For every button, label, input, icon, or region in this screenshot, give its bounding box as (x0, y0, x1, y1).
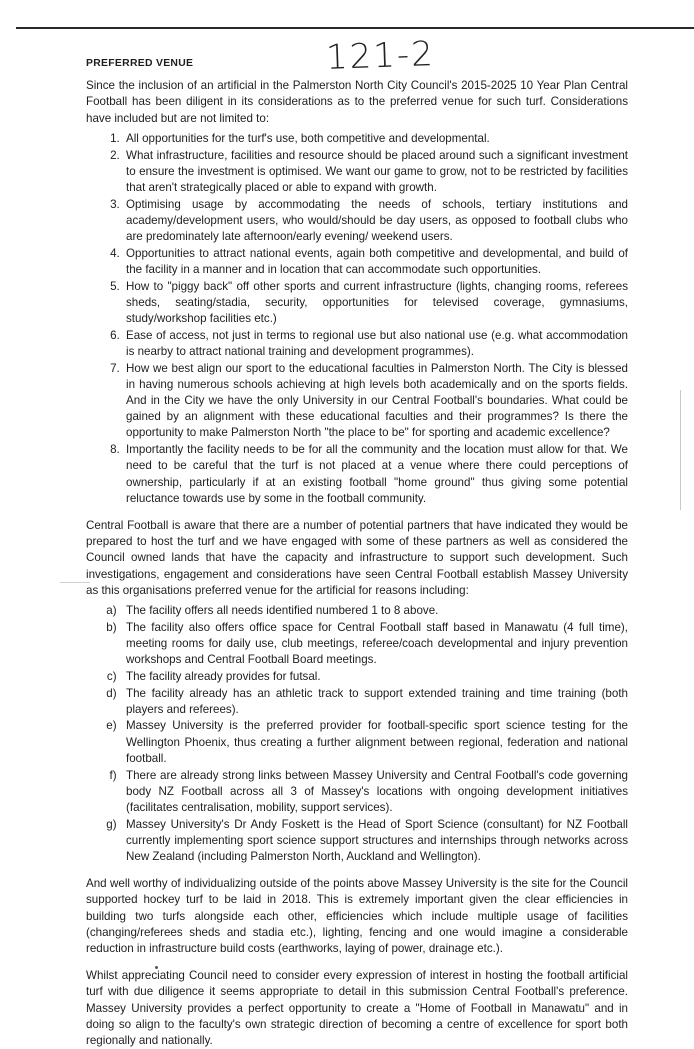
list-item: g. Massey University's Dr Andy Foskett is the Head of Sport Science (consultant) for NZ Football currently implementing sport science support structures and internships through networks across New Zealand (including Palmerston North, Auckland and Wellington). (123, 817, 628, 866)
list-item: 2. What infrastructure, facilities and resource should be placed around such a significant investment to ensure the investment is optimised. We want our game to grow, not to be restricted by facilities that aren't strategically placed or able to expand with growth. (123, 148, 628, 197)
hockey-turf-paragraph: And well worthy of individualizing outside of the points above Massey University is the site for the Council supported hockey turf to be laid in 2018. This is extremely important given the clear efficiencies in building two turfs alongside each other, efficiencies which include multiple usage of facilities (changing/referees sheds and stadia etc.), lighting, fencing and one would imagine a considerable reduction in infrastructure build costs (earthworks, laying of power, drainage etc.). (86, 877, 628, 956)
list-item: d. The facility already has an athletic track to support extended training and time training (both players and referees). (123, 686, 628, 718)
top-border-line (16, 27, 694, 29)
handwritten-submission-number: 121-2 (325, 34, 436, 78)
partners-paragraph: Central Football is aware that there are a number of potential partners that have indicated they would be prepared to host the turf and we have engaged with some of these partners as well as considered the Council owned lands that have the capacity and infrastructure to support such development. Such investigations, engagement and considerations have seen Central Football establish Massey University as this organisations preferred venue for the artificial for reasons including: (86, 518, 628, 597)
list-item: 1. All opportunities for the turf's use, both competitive and developmental. (123, 131, 628, 147)
list-item: 7. How we best align our sport to the educational faculties in Palmerston North. The City is blessed in having numerous schools achieving at high levels both academically and on the sports fields. And in the City we have the only University in our Central Football's boundaries. What could be gained by an alignment with these educational faculties and their programmes? Is there the opportunity to make Palmerston North "the place to be" for sporting and academic excellence? (123, 361, 628, 442)
reasons-list (86, 603, 628, 865)
list-item: 5. How to "piggy back" off other sports and current infrastructure (lights, changing rooms, referees sheds, seating/stadia, security, opportunities for televised coverage, gymnasiums, study/workshop facilities etc.) (123, 279, 628, 328)
list-item: e. Massey University is the preferred provider for football-specific sport science testing for the Wellington Phoenix, thus creating a further alignment between regional, federation and national football. (123, 718, 628, 767)
scan-artifact-line (680, 390, 681, 510)
document-body (86, 52, 628, 1049)
list-item: f. There are already strong links between Massey University and Central Football's code governing body NZ Football across all 3 of Massey's locations with ongoing development initiatives (facilitates centralisation, mobility, support services). (123, 768, 628, 817)
section-heading: PREFERRED VENUE (86, 58, 194, 69)
list-item: c. The facility already provides for futsal. (123, 669, 628, 685)
list-item: 3. Optimising usage by accommodating the needs of schools, tertiary institutions and academy/development users, who would/should be day users, as opposed to football clubs who are predominately late afternoon/early evening/ weekend users. (123, 197, 628, 246)
closing-paragraph: Whilst appreciating Council need to consider every expression of interest in hosting the football artificial turf with due diligence it seems appropriate to detail in this submission Central Football's preference. Massey University provides a perfect opportunity to create a "Home of Football in Manawatu" and in doing so align to the faculty's own strategic direction of becoming a centre of excellence for sport both regionally and nationally. (86, 969, 628, 1048)
list-item: b. The facility also offers office space for Central Football staff based in Manawatu (4 full time), meeting rooms for daily use, club meetings, referee/coach developmental and injury prevention workshops and Central Football Board meetings. (123, 620, 628, 669)
considerations-list (86, 131, 628, 507)
intro-paragraph: Since the inclusion of an artificial in the Palmerston North City Council's 2015-2025 10 Year Plan Central Football has been diligent in its considerations as to the preferred venue for such turf. Considerations have included but are not limited to: (86, 79, 628, 125)
list-item: 6. Ease of access, not just in terms to regional use but also national use (e.g. what accommodation is nearby to attract national training and development programmes). (123, 328, 628, 360)
list-item: 4. Opportunities to attract national events, again both competitive and developmental, and build of the facility in a manner and in location that can accommodate such opportunities. (123, 246, 628, 278)
list-item: 8. Importantly the facility needs to be for all the community and the location must allow for that. We need to be careful that the turf is not placed at a venue where there could perceptions of ownership, particularly if at an existing football "home ground" thus giving some potential reluctance towards use by some in the football community. (123, 442, 628, 507)
list-item: a. The facility offers all needs identified numbered 1 to 8 above. (123, 603, 628, 619)
